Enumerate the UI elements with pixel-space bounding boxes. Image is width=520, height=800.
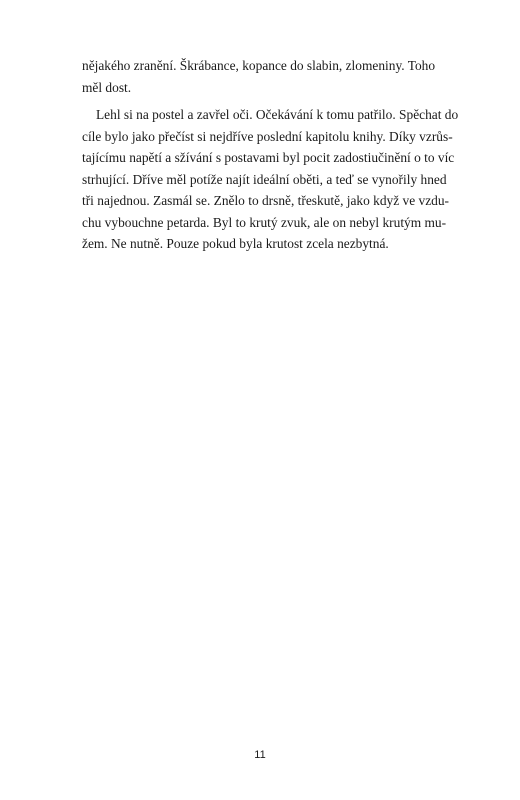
- text-line: cíle bylo jako přečíst si nejdříve poslední kapitolu knihy. Díky vzrůs-: [82, 128, 453, 144]
- text-line: měl dost.: [82, 79, 132, 95]
- page-number: 11: [254, 749, 266, 761]
- text-line: Lehl si na postel a zavřel oči. Očekávání k tomu patřilo. Spěchat do: [96, 107, 459, 122]
- paragraph-1: [82, 55, 434, 98]
- text-line: nějakého zranění. Škrábance, kopance do slabin, zlomeniny. Toho: [82, 58, 436, 73]
- text-line: strhující. Dříve měl potíže najít ideální oběti, a teď se vynořily hned: [82, 171, 447, 187]
- text-line: tři najednou. Zasmál se. Znělo to drsně, třeskutě, jako když ve vzdu-: [82, 193, 450, 208]
- body-text: [82, 55, 459, 255]
- text-line: chu vybouchne petarda. Byl to krutý zvuk, ale on nebyl krutým mu-: [82, 214, 447, 230]
- text-line: žem. Ne nutně. Pouze pokud byla krutost zcela nezbytná.: [82, 236, 389, 251]
- text-line: tajícímu napětí a sžívání s postavami byl pocit zadostiučinění o to víc: [82, 150, 455, 165]
- paragraph-2: [82, 104, 459, 255]
